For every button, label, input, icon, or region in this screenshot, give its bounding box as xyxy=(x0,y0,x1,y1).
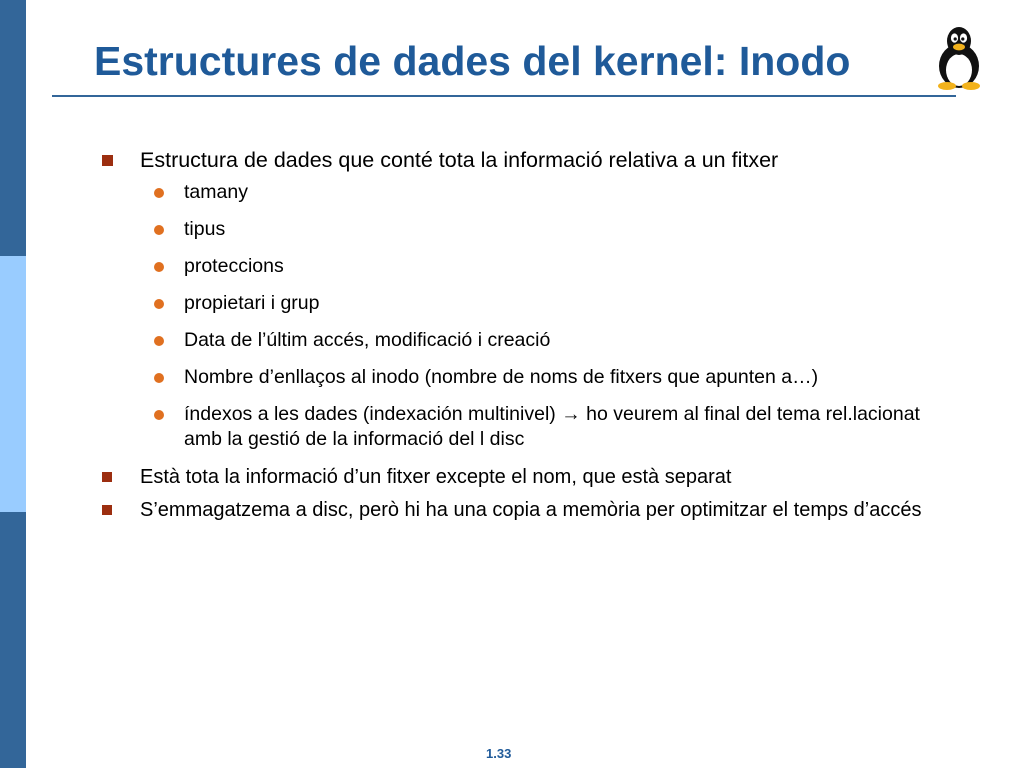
sub-bullet-text: Nombre d’enllaços al inodo (nombre de noms de fitxers que apunten a…) xyxy=(184,366,819,388)
bullet-name-separate xyxy=(102,464,962,491)
bullet-text: Estructura de dades que conté tota la informació relativa a un fitxer xyxy=(140,148,779,172)
sub-bullet-text: tipus xyxy=(184,218,226,240)
sub-bullet-text-end: ho veurem al final del tema rel.lacionat amb la gestió de la informació del l disc xyxy=(184,403,920,450)
page-number: 1.33 xyxy=(486,746,512,761)
sub-bullet-text: Data de l’últim accés, modificació i creació xyxy=(184,329,551,351)
round-bullet-icon xyxy=(154,262,164,272)
round-bullet-icon xyxy=(154,410,164,420)
left-bar-top-segment xyxy=(0,0,26,256)
bullet-text: S’emmagatzema a disc, però hi ha una copia a memòria per optimitzar el temps d’accés xyxy=(140,499,922,521)
square-bullet-icon xyxy=(102,505,112,515)
left-accent-bar xyxy=(0,0,26,768)
sub-bullet-text: tamany xyxy=(184,181,248,203)
title-underline xyxy=(52,95,956,97)
round-bullet-icon xyxy=(154,373,164,383)
round-bullet-icon xyxy=(154,336,164,346)
square-bullet-icon xyxy=(102,155,113,166)
sub-bullet-protections xyxy=(140,254,962,279)
bullet-inode-definition xyxy=(102,146,962,174)
round-bullet-icon xyxy=(154,225,164,235)
sub-bullet-owner-group xyxy=(140,291,962,316)
round-bullet-icon xyxy=(154,188,164,198)
sub-bullet-text-start: índexos a les dades (indexación multinivel) xyxy=(184,403,562,425)
sub-bullet-text: proteccions xyxy=(184,255,284,277)
bullet-memory-copy xyxy=(102,497,962,524)
sub-bullet-dates xyxy=(140,328,962,353)
left-bar-bottom-segment xyxy=(0,512,26,768)
left-bar-middle-segment xyxy=(0,256,26,512)
sub-bullet-text: propietari i grup xyxy=(184,292,320,314)
slide-title: Estructures de dades del kernel: Inodo xyxy=(94,38,851,84)
sub-bullet-link-count xyxy=(140,365,962,390)
sub-bullet-size xyxy=(140,180,962,205)
square-bullet-icon xyxy=(102,472,112,482)
slide-content xyxy=(102,146,962,530)
round-bullet-icon xyxy=(154,299,164,309)
tux-penguin-icon xyxy=(928,24,990,90)
right-arrow-icon: → xyxy=(561,403,581,425)
sub-bullet-type xyxy=(140,217,962,242)
sub-bullet-data-indexes xyxy=(140,402,962,452)
inode-fields-list xyxy=(102,180,962,452)
bullet-text: Està tota la informació d’un fitxer excepte el nom, que està separat xyxy=(140,466,732,488)
